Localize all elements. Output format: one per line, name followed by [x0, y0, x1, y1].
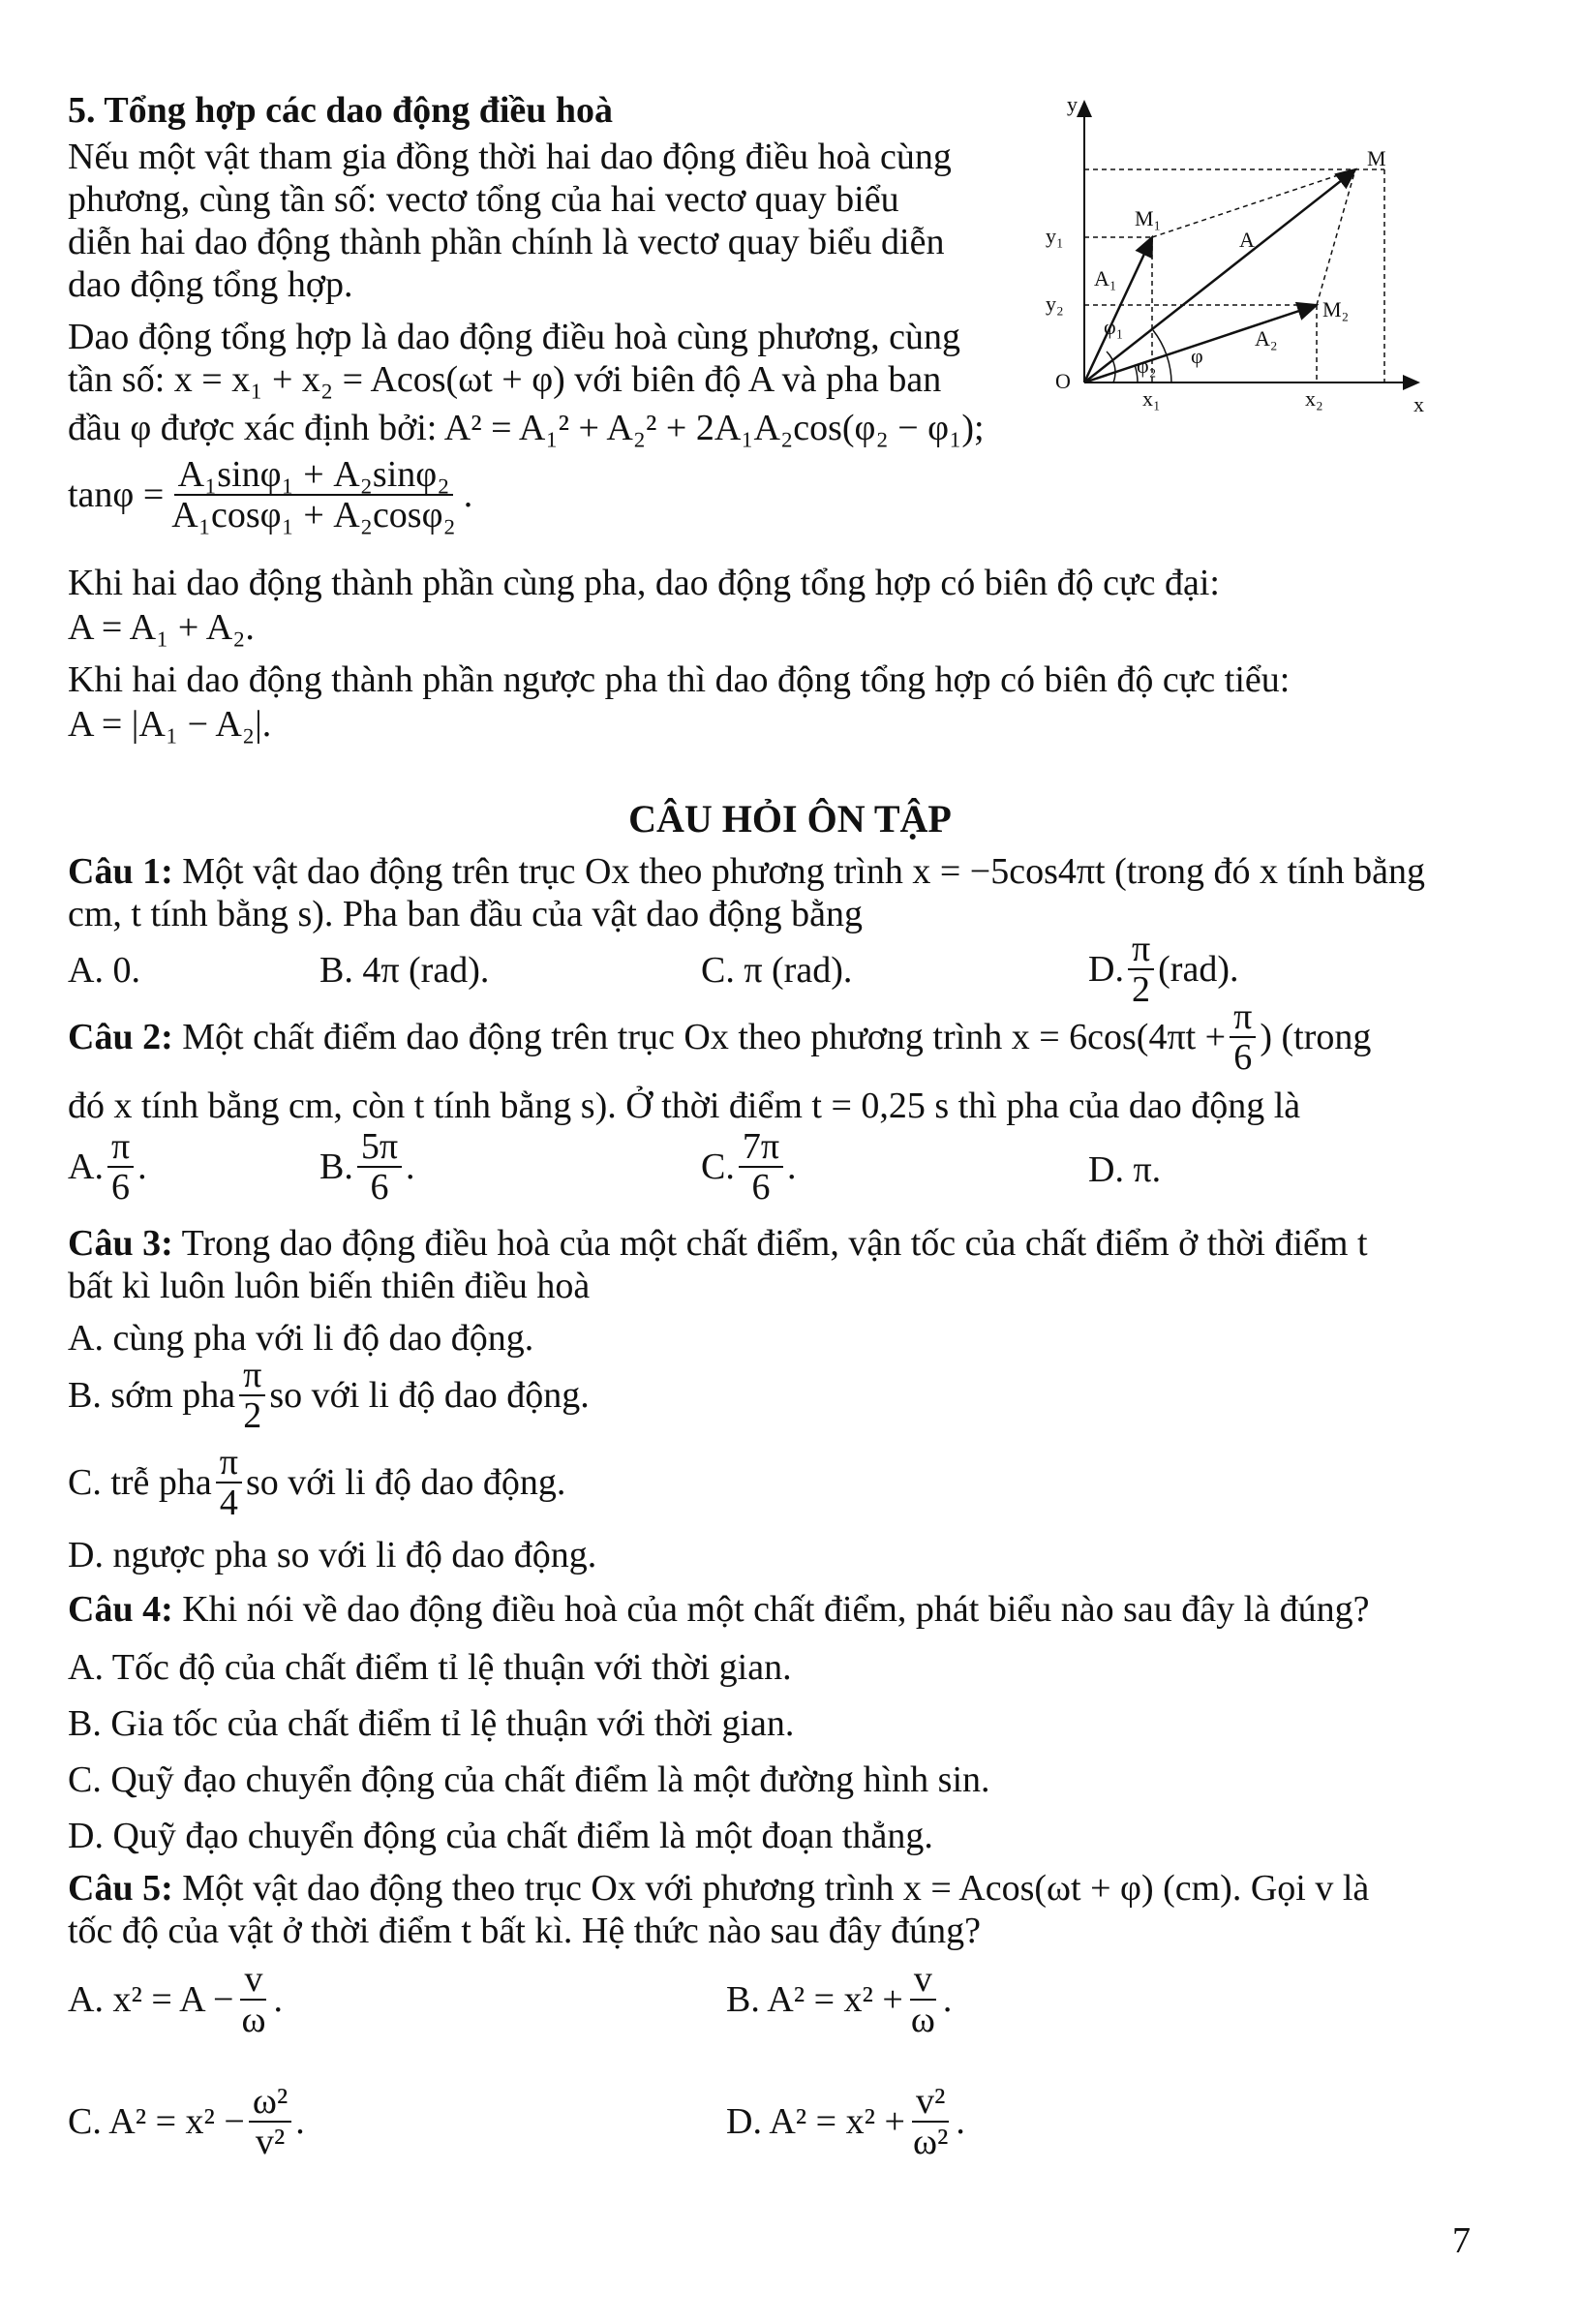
tan-denominator: A₁cosφ₁ + A₂cosφ₂: [171, 495, 456, 535]
q5-option-b: B. A² = x² + $\frac{v}{\omega}$ .: [726, 1959, 953, 2040]
review-title: CÂU HỎI ÔN TẬP: [628, 797, 952, 841]
q5-label: Câu 5:: [68, 1868, 173, 1909]
q2-line1: [68, 997, 1371, 1077]
label-phi: φ: [1191, 344, 1203, 368]
q1-option-c: C. π (rad).: [701, 950, 853, 991]
q3-line2: bất kì luôn luôn biến thiên điều hoà: [68, 1266, 591, 1306]
q4-line1: [68, 1588, 1369, 1631]
tan-fraction: [167, 455, 459, 535]
q3-option-c: C. trễ pha $\frac{\pi}{4}$ so với li độ dao động.: [68, 1442, 566, 1523]
q1-line1: [68, 850, 1425, 893]
q5-line1: [68, 1867, 1369, 1910]
para2-line3: đầu φ được xác định bởi: A² = A₁² + A₂² + 2A₁A₂cos(φ₂ − φ₁);: [68, 408, 985, 448]
q4-text-l1: Khi nói về dao động điều hoà của một chất điểm, phát biểu nào sau đây là đúng?: [182, 1589, 1370, 1630]
para4-line1: Khi hai dao động thành phần ngược pha thì dao động tổng hợp có biên độ cực tiểu:: [68, 659, 1291, 700]
label-y2: y₂: [1046, 291, 1064, 316]
q4-option-d: D. Quỹ đạo chuyển động của chất điểm là một đoạn thẳng.: [68, 1816, 933, 1856]
label-phi1: φ₁: [1104, 315, 1124, 339]
q4-option-a: A. Tốc độ của chất điểm tỉ lệ thuận với thời gian.: [68, 1647, 792, 1688]
q1-option-a: A. 0.: [68, 950, 140, 991]
q3-line1: [68, 1222, 1368, 1265]
label-x1: x₁: [1142, 386, 1161, 411]
label-a: A: [1239, 228, 1255, 252]
q3-option-d: D. ngược pha so với li độ dao động.: [68, 1535, 597, 1575]
q1-text-l1: Một vật dao động trên trục Ox theo phương trình x = −5cos4πt (trong đó x tính bằng: [182, 851, 1425, 892]
q2-text-l1-end: ) (trong: [1260, 1017, 1372, 1057]
q1-d-suffix: (rad).: [1158, 949, 1239, 990]
q2-den: 6: [1233, 1037, 1253, 1078]
q2-option-c: C. $\frac{7\pi}{6}$ .: [701, 1126, 797, 1208]
q1-d-prefix: D.: [1088, 949, 1124, 990]
label-m1: M₁: [1135, 206, 1162, 230]
label-phi2: φ₂: [1137, 353, 1157, 378]
para3-line2: A = A₁ + A₂.: [68, 607, 255, 648]
label-a1: A₁: [1094, 266, 1117, 290]
para2-line1: Dao động tổng hợp là dao động điều hoà cùng phương, cùng: [68, 317, 960, 357]
page-number: 7: [1452, 2220, 1471, 2261]
q3-option-a: A. cùng pha với li độ dao động.: [68, 1318, 534, 1359]
q4-option-b: B. Gia tốc của chất điểm tỉ lệ thuận với thời gian.: [68, 1703, 795, 1744]
q2-option-a: A. $\frac{\pi}{6}$ .: [68, 1126, 147, 1208]
q4-label: Câu 4:: [68, 1589, 173, 1630]
q3-option-b: B. sớm pha $\frac{\pi}{2}$ so với li độ dao động.: [68, 1355, 590, 1436]
q1-d-num: π: [1128, 930, 1154, 970]
q2-option-b: B. $\frac{5\pi}{6}$ .: [319, 1126, 415, 1208]
section-heading: 5. Tổng hợp các dao động điều hoà: [68, 90, 614, 131]
para4-line2: A = |A₁ − A₂|.: [68, 704, 272, 745]
label-a2: A₂: [1255, 326, 1278, 351]
q5-option-c: C. A² = x² − $\frac{\text{ω²}}{\text{v²}}$ .: [68, 2081, 305, 2162]
q5-line2: tốc độ của vật ở thời điểm t bất kì. Hệ thức nào sau đây đúng?: [68, 1911, 981, 1951]
para1-line2: phương, cùng tần số: vectơ tổng của hai vectơ quay biểu: [68, 179, 899, 220]
q1-label: Câu 1:: [68, 851, 173, 892]
q3-label: Câu 3:: [68, 1223, 173, 1264]
q5-text-l1: Một vật dao động theo trục Ox với phương trình x = Acos(ωt + φ) (cm). Gọi v là: [182, 1868, 1370, 1909]
q2-label: Câu 2:: [68, 1017, 173, 1057]
q1-option-b: B. 4π (rad).: [319, 950, 490, 991]
tan-formula: tanφ = $\frac{\text{A₁sinφ₁ + A₂sinφ₂}}{\text{A₁cosφ₁ + A₂cosφ₂}}$ .: [68, 454, 473, 535]
q1-line2: cm, t tính bằng s). Pha ban đầu của vật dao động bằng: [68, 894, 864, 934]
q2-fraction: [1230, 997, 1256, 1077]
q1-d-den: 2: [1132, 969, 1151, 1010]
tan-numerator: A₁sinφ₁ + A₂sinφ₂: [174, 455, 454, 496]
label-m2: M₂: [1322, 297, 1350, 321]
vector-a: [1084, 169, 1355, 382]
q2-option-d: D. π.: [1088, 1149, 1162, 1190]
para1-line4: dao động tổng hợp.: [68, 264, 353, 305]
guide-lines: [1084, 169, 1384, 382]
para1-line3: diễn hai dao động thành phần chính là vectơ quay biểu diễn: [68, 222, 945, 262]
label-y1: y₁: [1046, 224, 1064, 248]
label-m: M: [1367, 146, 1386, 170]
tan-lhs: tanφ =: [68, 474, 165, 515]
label-y: y: [1067, 92, 1078, 116]
para3-line1: Khi hai dao động thành phần cùng pha, dao động tổng hợp có biên độ cực đại:: [68, 563, 1220, 603]
q2-text-l1: Một chất điểm dao động trên trục Ox theo phương trình x = 6cos(4πt +: [182, 1017, 1227, 1057]
label-o: O: [1055, 369, 1071, 393]
para1-line1: Nếu một vật tham gia đồng thời hai dao động điều hoà cùng: [68, 137, 952, 177]
para2-line2: tần số: x = x₁ + x₂ = Acos(ωt + φ) với biên độ A và pha ban: [68, 359, 942, 400]
q5-option-a: A. x² = A − $\frac{v}{\omega}$ .: [68, 1959, 283, 2040]
phasor-diagram: [1046, 92, 1433, 421]
q2-num: π: [1230, 997, 1256, 1038]
q5-option-d: D. A² = x² + $\frac{\text{v²}}{\text{ω²}}$ .: [726, 2081, 965, 2162]
label-x2: x₂: [1305, 386, 1323, 411]
q4-option-c: C. Quỹ đạo chuyển động của chất điểm là một đường hình sin.: [68, 1759, 990, 1800]
label-x: x: [1413, 392, 1424, 416]
q3-text-l1: Trong dao động điều hoà của một chất điểm, vận tốc của chất điểm ở thời điểm t: [181, 1223, 1368, 1264]
q2-line2: đó x tính bằng cm, còn t tính bằng s). Ở thời điểm t = 0,25 s thì pha của dao động là: [68, 1086, 1301, 1126]
